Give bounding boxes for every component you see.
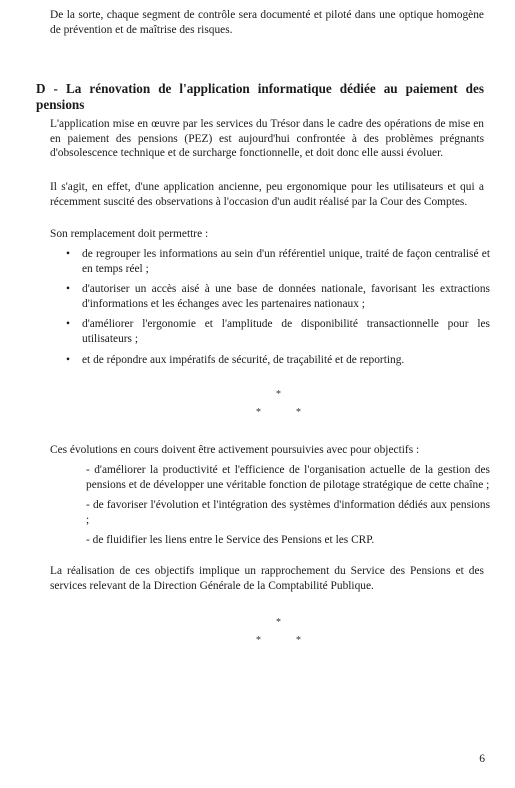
intro-paragraph: De la sorte, chaque segment de contrôle sera documenté et piloté dans une optique homogène de prévention et de maîtrise des risques. [50,9,484,36]
section-d-paragraph-1: L'application mise en œuvre par les services du Trésor dans le cadre des opérations de mise en en paiement des pensions (PEZ) est aujourd'hui confrontée à des problèmes prégnants d'obsolescence technique et de surcharge fonctionnelle, et doit donc elle aussi évoluer. [50,118,484,160]
bullet-icon: • [66,318,70,331]
list-item: - de favoriser l'évolution et l'intégration des systèmes d'information dédiés aux pensions ; [86,499,490,526]
list-item-text: d'améliorer l'ergonomie et l'amplitude de disponibilité transactionnelle pour les utilisateurs ; [82,318,490,345]
list-item-text: d'autoriser un accès aisé à une base de données nationale, favorisant les extractions d'informations et les échanges avec les partenaires nationaux ; [82,283,490,310]
section-d-heading: D - La rénovation de l'application informatique dédiée au paiement des pensions [36,81,484,112]
page-number: 6 [479,753,485,766]
asterisk-icon: * [256,407,261,418]
section-d-paragraph-2: Il s'agit, en effet, d'une application ancienne, peu ergonomique pour les utilisateurs et qui a récemment suscité des observations à l'occasion d'un audit réalisé par la Cour des Comptes. [50,181,484,208]
list-item: - de fluidifier les liens entre le Service des Pensions et les CRP. [86,534,375,547]
list-item-text: de regrouper les informations au sein d'un référentiel unique, traité de façon centralisé et en temps réel ; [82,248,490,275]
asterisk-icon: * [276,617,281,628]
list-item [66,247,490,276]
bullet-icon: • [66,248,70,260]
list-item [66,317,490,346]
list-item [66,353,490,368]
bullet-icon: • [66,353,70,366]
asterisk-icon: * [256,635,261,646]
asterisk-icon: * [296,635,301,646]
requirements-list [66,247,490,367]
asterisk-icon: * [276,389,281,400]
separator-asterism [256,388,316,418]
list-item [66,282,490,311]
asterisk-icon: * [296,407,301,418]
list-item-text: et de répondre aux impératifs de sécurité, de traçabilité et de reporting. [82,353,405,366]
bullet-icon: • [66,283,70,296]
objectives-list [86,463,490,548]
objectives-intro: Ces évolutions en cours doivent être activement poursuivies avec pour objectifs : [50,444,420,456]
list-item: - d'améliorer la productivité et l'efficience de l'organisation actuelle de la gestion des pensions et de développer une véritable fonction de pilotage stratégique de cette chaîne ; [86,464,490,491]
objectives-conclusion: La réalisation de ces objectifs implique un rapprochement du Service des Pensions et des services relevant de la Direction Générale de la Comptabilité Publique. [50,565,484,592]
separator-asterism [256,616,316,646]
section-d-paragraph-3: Son remplacement doit permettre : [50,228,209,240]
